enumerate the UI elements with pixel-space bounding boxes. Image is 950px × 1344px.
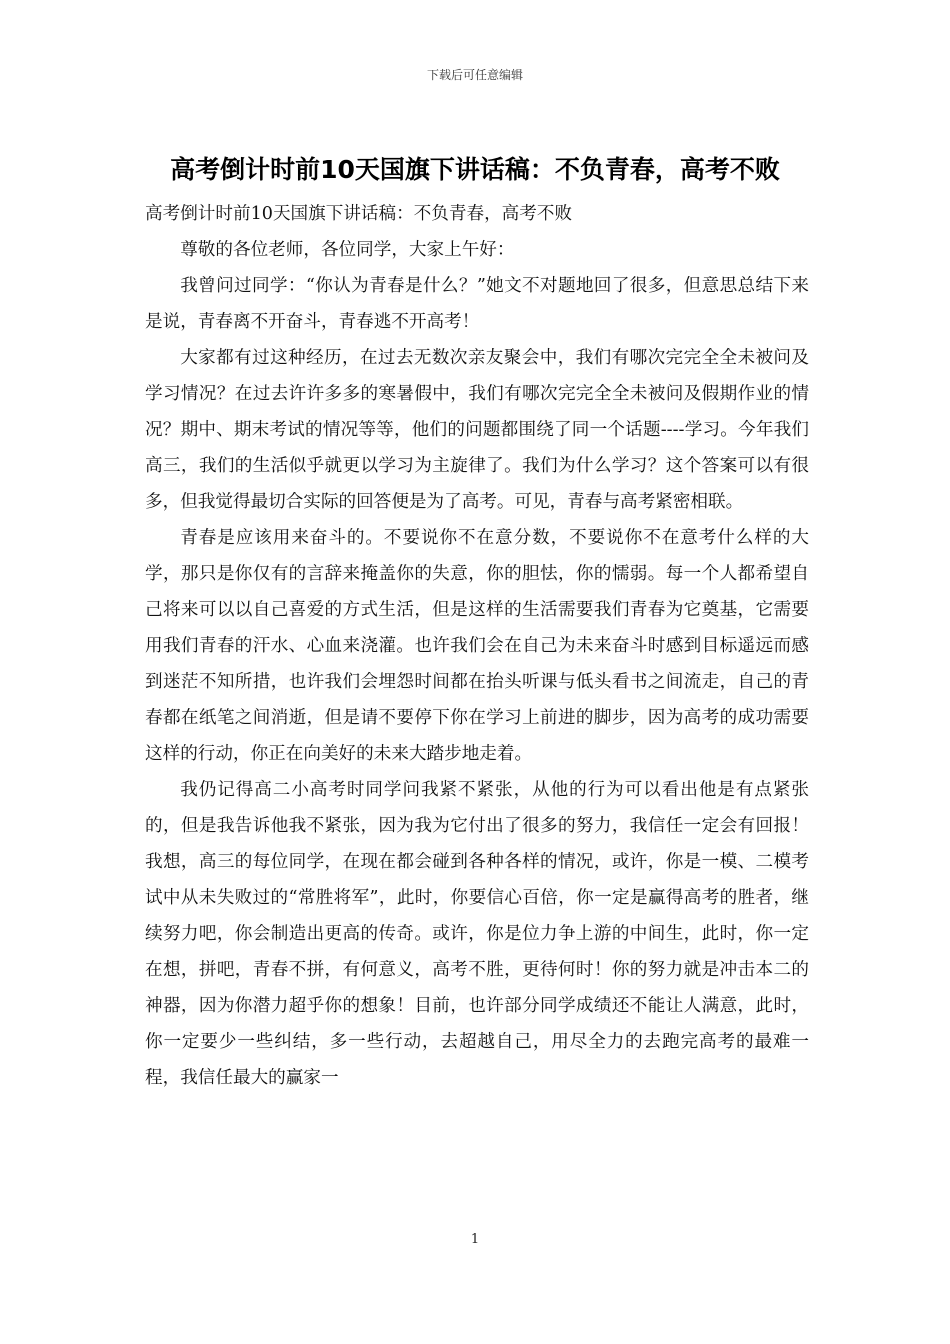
page-header-note: 下载后可任意编辑 (426, 68, 523, 82)
paragraph-youth-question: 我曾问过同学：“你认为青春是什么？”她文不对题地回了很多，但意思总结下来是说，青春离不开奋斗，青春逃不开高考！ (145, 276, 809, 332)
paragraph-greeting: 尊敬的各位老师，各位同学，大家上午好： (180, 240, 515, 260)
paragraph-youth-struggle: 青春是应该用来奋斗的。不要说你不在意分数，不要说你不在意考什么样的大学，那只是你仅有的言辞来掩盖你的失意，你的胆怯，你的懦弱。每一个人都希望自己将来可以以自己喜爱的方式生活，但是这样的生活需要我们青春为它奠基，它需要用我们青春的汗水、心血来浇灌。也许我们会在自己为未来奋斗时感到目标遥远而感到迷茫不知所措，也许我们会埋怨时间都在抬头听课与低头看书之间流走，自己的青春都在纸笔之间消逝，但是请不要停下你在学习上前进的脚步，因为高考的成功需要这样的行动，你正在向美好的未来大踏步地走着。 (145, 528, 809, 764)
page-number: 1 (470, 1232, 480, 1247)
paragraph-exam-memory: 我仍记得高二小高考时同学问我紧不紧张，从他的行为可以看出他是有点紧张的，但是我告诉他我不紧张，因为我为它付出了很多的努力，我信任一定会有回报！我想，高三的每位同学，在现在都会碰到各种各样的情况，或许，你是一模、二模考试中从未失败过的“常胜将军”，此时，你要信心百倍，你一定是赢得高考的胜者，继续努力吧，你会制造出更高的传奇。或许，你是位力争上游的中间生，此时，你一定在想，拼吧，青春不拼，有何意义，高考不胜，更待何时！你的努力就是冲击本二的神器，因为你潜力超乎你的想象！目前，也许部分同学成绩还不能让人满意，此时，你一定要少一些纠结，多一些行动，去超越自己，用尽全力的去跑完高考的最难一程，我信任最大的赢家一 (145, 780, 809, 1088)
document-title: 高考倒计时前10天国旗下讲话稿：不负青春，高考不败 (170, 155, 780, 184)
document-body (145, 196, 809, 1096)
paragraph-subtitle: 高考倒计时前10天国旗下讲话稿：不负青春，高考不败 (145, 204, 573, 224)
paragraph-study-experience: 大家都有过这种经历，在过去无数次亲友聚会中，我们有哪次完完全全未被问及学习情况？在过去许许多多的寒暑假中，我们有哪次完完全全未被问及假期作业的情况？期中、期末考试的情况等等，他们的问题都围绕了同一个话题----学习。今年我们高三，我们的生活似乎就更以学习为主旋律了。我们为什么学习？这个答案可以有很多，但我觉得最切合实际的回答便是为了高考。可见，青春与高考紧密相联。 (145, 348, 809, 512)
